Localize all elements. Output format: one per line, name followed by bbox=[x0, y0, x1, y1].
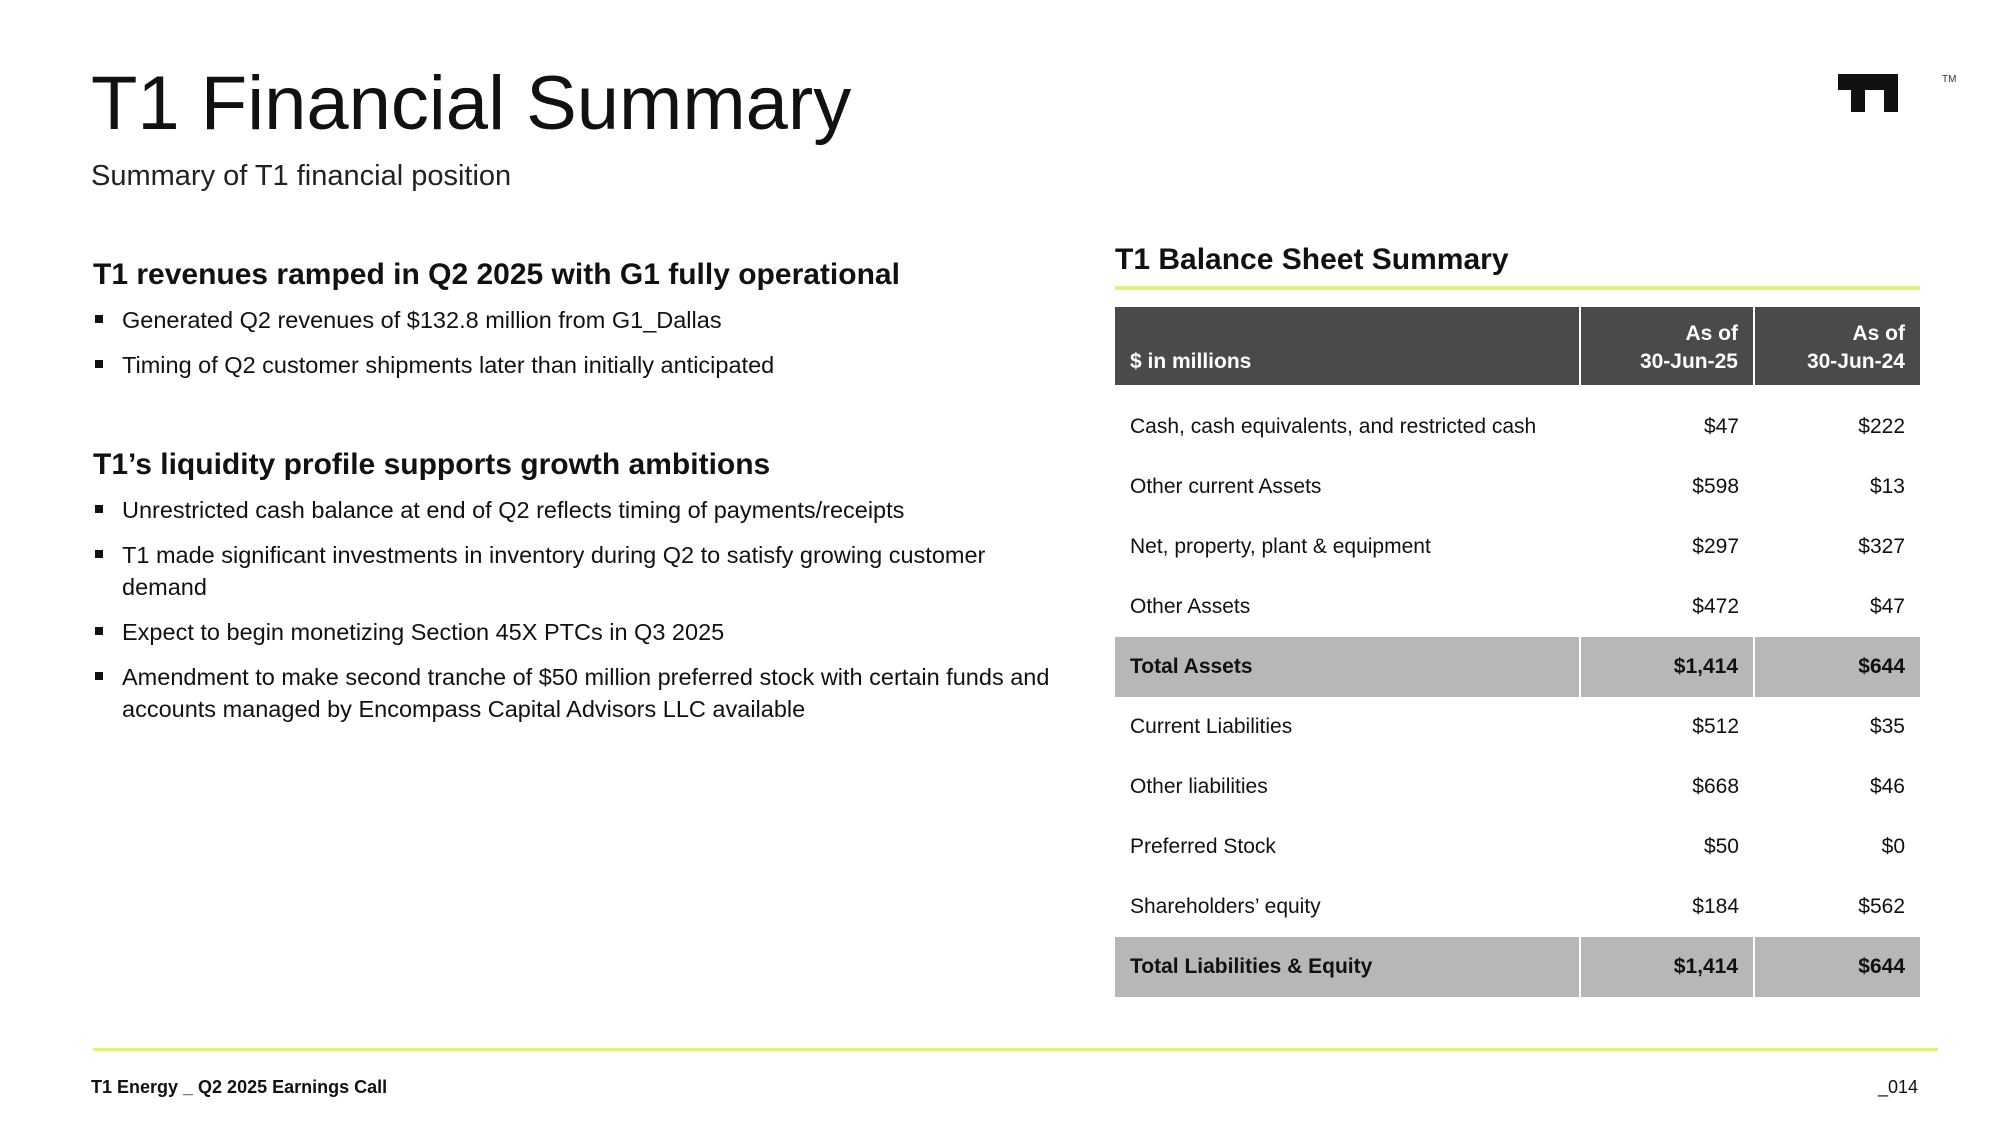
square-bullet-icon bbox=[95, 672, 103, 680]
page-subtitle: Summary of T1 financial position bbox=[91, 160, 512, 192]
header-col-2024-line2: 30-Jun-24 bbox=[1806, 350, 1905, 373]
value-2025: $598 bbox=[1692, 475, 1739, 498]
header-col-2024-line1: As of bbox=[1852, 322, 1905, 345]
value-2025: $50 bbox=[1703, 835, 1739, 858]
header-col-2025-line2: 30-Jun-25 bbox=[1639, 350, 1738, 373]
section-heading: T1 revenues ramped in Q2 2025 with G1 fully operational bbox=[93, 258, 900, 291]
row-label: Other current Assets bbox=[1130, 475, 1322, 498]
trademark-mark: TM bbox=[1942, 74, 1957, 85]
bullet-text: Generated Q2 revenues of $132.8 million from G1_Dallas bbox=[122, 307, 722, 333]
header-col-2024 bbox=[1754, 307, 1920, 385]
square-bullet-icon bbox=[95, 550, 103, 558]
balance-sheet-table bbox=[1115, 307, 1920, 997]
row-label: Current Liabilities bbox=[1130, 715, 1293, 738]
bullet-text: Timing of Q2 customer shipments later than initially anticipated bbox=[122, 352, 775, 378]
value-2024: $562 bbox=[1858, 895, 1905, 918]
value-2024: $13 bbox=[1869, 475, 1905, 498]
row-label: Net, property, plant & equipment bbox=[1130, 535, 1431, 558]
total-assets-row bbox=[1115, 637, 1920, 697]
square-bullet-icon bbox=[95, 627, 103, 635]
value-2024: $327 bbox=[1858, 535, 1905, 558]
square-bullet-icon bbox=[95, 505, 103, 513]
row-label: Shareholders’ equity bbox=[1130, 895, 1321, 918]
row-label: Total Liabilities & Equity bbox=[1130, 955, 1373, 978]
bullet-text: Expect to begin monetizing Section 45X PTCs in Q3 2025 bbox=[122, 619, 725, 645]
value-2025: $512 bbox=[1692, 715, 1739, 738]
table-row bbox=[1115, 877, 1920, 937]
table-row bbox=[1115, 577, 1920, 637]
value-2025: $47 bbox=[1703, 415, 1739, 438]
bullet-item bbox=[93, 661, 1053, 725]
section-heading: T1’s liquidity profile supports growth ambitions bbox=[93, 448, 771, 481]
balance-sheet-title: T1 Balance Sheet Summary bbox=[1115, 243, 1509, 276]
footer-divider bbox=[93, 1048, 1938, 1051]
page-number: _014 bbox=[1878, 1077, 1919, 1097]
title-divider bbox=[1115, 286, 1920, 290]
bullet-text: T1 made significant investments in inventory during Q2 to satisfy growing customer demand bbox=[122, 542, 986, 600]
value-2025: $472 bbox=[1692, 595, 1739, 618]
header-col-2025-line1: As of bbox=[1685, 322, 1738, 345]
bullet-text: Unrestricted cash balance at end of Q2 reflects timing of payments/receipts bbox=[122, 497, 905, 523]
value-2025: $297 bbox=[1692, 535, 1739, 558]
square-bullet-icon bbox=[95, 360, 103, 368]
value-2024: $0 bbox=[1881, 835, 1905, 858]
bullet-list bbox=[93, 304, 1053, 381]
row-label: Preferred Stock bbox=[1130, 835, 1276, 858]
table-row bbox=[1115, 457, 1920, 517]
table-row bbox=[1115, 697, 1920, 757]
value-2024: $35 bbox=[1869, 715, 1905, 738]
liquidity-section bbox=[93, 445, 1053, 725]
bullet-text: Amendment to make second tranche of $50 million preferred stock with certain funds and accounts managed by Encompass Capital Advisors LLC available bbox=[122, 664, 1050, 722]
value-2025: $184 bbox=[1692, 895, 1739, 918]
row-label: Other liabilities bbox=[1130, 775, 1268, 798]
square-bullet-icon bbox=[95, 315, 103, 323]
value-2024: $644 bbox=[1754, 937, 1920, 997]
row-label: Cash, cash equivalents, and restricted cash bbox=[1130, 415, 1537, 438]
bullet-item bbox=[93, 616, 1053, 648]
value-2024: $222 bbox=[1858, 415, 1905, 438]
bullet-item bbox=[93, 494, 1053, 526]
value-2025: $668 bbox=[1692, 775, 1739, 798]
value-2025: $1,414 bbox=[1580, 637, 1754, 697]
footer-label: T1 Energy _ Q2 2025 Earnings Call bbox=[91, 1077, 388, 1097]
bullet-item bbox=[93, 304, 1053, 336]
t1-logo-icon bbox=[1838, 74, 1958, 116]
value-2024: $47 bbox=[1869, 595, 1905, 618]
value-2024: $644 bbox=[1754, 637, 1920, 697]
revenue-section bbox=[93, 255, 1053, 381]
bullet-item bbox=[93, 539, 1053, 603]
page-title: T1 Financial Summary bbox=[91, 61, 852, 146]
total-liabilities-equity-row bbox=[1115, 937, 1920, 997]
header-units-label: $ in millions bbox=[1130, 350, 1252, 373]
row-label: Other Assets bbox=[1130, 595, 1251, 618]
highlights-column bbox=[93, 255, 1053, 789]
table-row bbox=[1115, 757, 1920, 817]
bullet-item bbox=[93, 349, 1053, 381]
table-header-row bbox=[1115, 307, 1920, 385]
table-row bbox=[1115, 817, 1920, 877]
value-2024: $46 bbox=[1869, 775, 1905, 798]
value-2025: $1,414 bbox=[1580, 937, 1754, 997]
bullet-list bbox=[93, 494, 1053, 725]
table-row bbox=[1115, 385, 1920, 457]
table-row bbox=[1115, 517, 1920, 577]
row-label: Total Assets bbox=[1130, 655, 1253, 678]
header-col-2025 bbox=[1580, 307, 1754, 385]
